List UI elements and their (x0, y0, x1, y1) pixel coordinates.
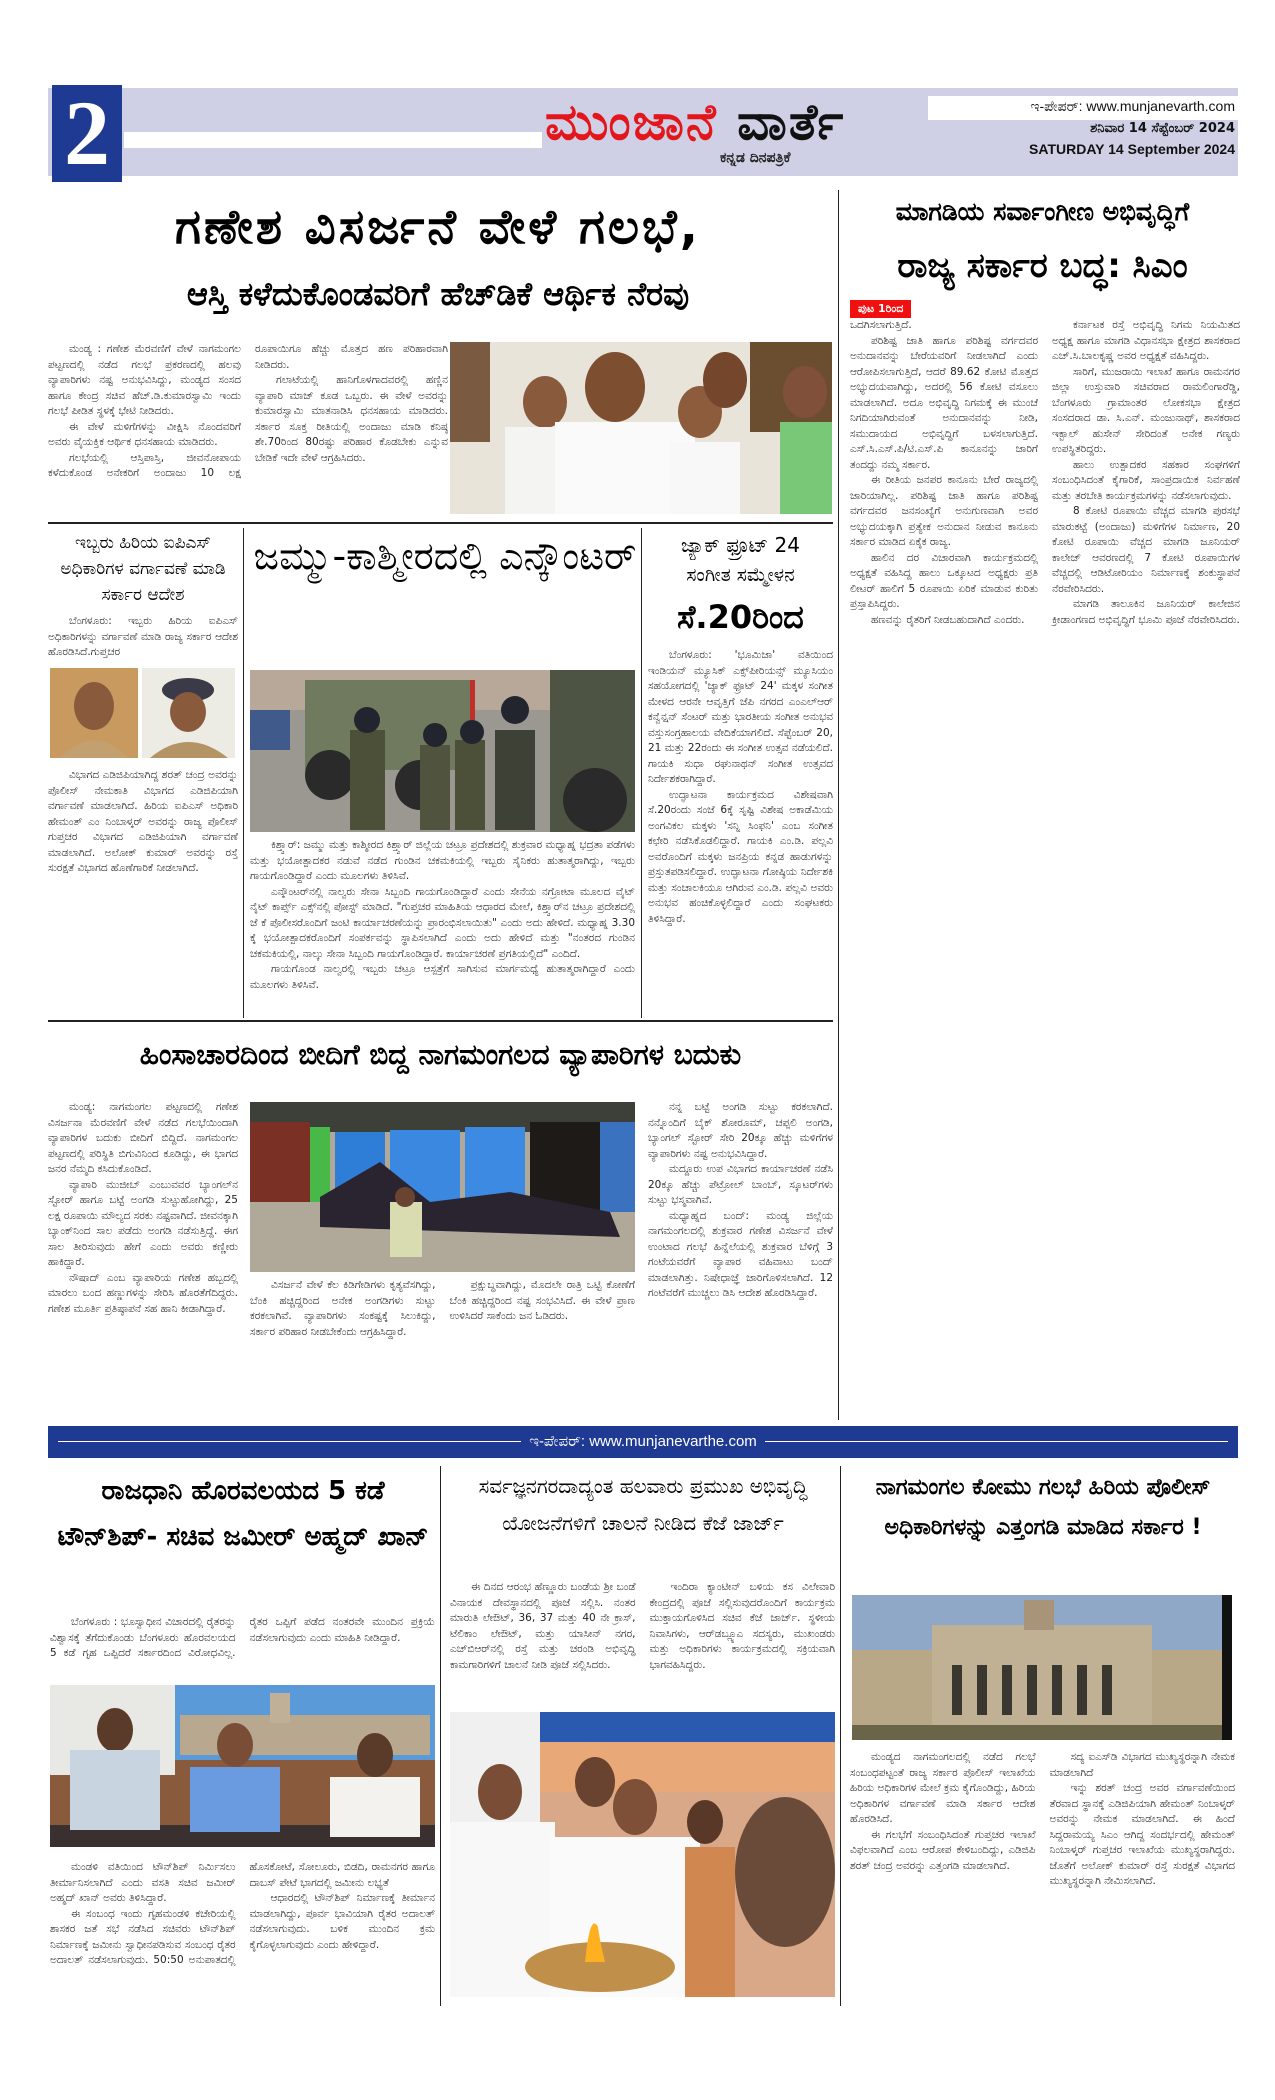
magadi-body (850, 318, 1240, 1418)
kj-george-body (450, 1580, 835, 1695)
epaper-band-link[interactable]: ಇ-ಪೇಪರ್: www.munjanevarthe.com (521, 1433, 765, 1450)
police-transfer-body (850, 1750, 1235, 2000)
ganesha-headline-2[interactable]: ಆಸ್ತಿ ಕಳೆದುಕೊಂಡವರಿಗೆ ಹೆಚ್‌ಡಿಕೆ ಆರ್ಥಿಕ ನೆರವು (186, 275, 690, 313)
magadi-para: ಮಾಗಡಿ ತಾಲೂಕಿನ ಜೂನಿಯರ್ ಕಾಲೇಜಿನ ಕ್ರೀಡಾಂಗಣದ ಅಭಿವೃದ್ಧಿಗೆ ಭೂಮಿ ಪೂಜೆ ನೆರವೇರಿಸಿದರು. (1052, 598, 1240, 626)
township-para: ಬೆಂಗಳೂರು : ಭೂಸ್ವಾಧೀನ ವಿಚಾರದಲ್ಲಿ ರೈತರನ್ನು ವಿಶ್ವಾಸಕ್ಕೆ ತೆಗೆದುಕೊಂಡು ಬೆಂಗಳೂರು ಹೊರವಲಯದ 5 ಕಡೆ ಗೃಹ ಒಪ್ಪಿದರೆ ಸರ್ಕಾರದಿಂದ ವಿರೋಧವಿಲ್ಲ. ರೈತರ ಒಪ್ಪಿಗೆ ಪಡೆದ ನಂತರವೇ ಮುಂದಿನ ಪ್ರಕ್ರಿಯೆ ನಡೆಸಲಾಗುವುದು ಎಂದು ಮಾಹಿತಿ ನೀಡಿದ್ದಾರೆ. (50, 1616, 435, 1659)
violence-body-center (250, 1278, 635, 1410)
ganesha-body (48, 342, 448, 512)
date-english: SATURDAY 14 September 2024 (1029, 141, 1235, 157)
jackfruit-body (648, 648, 833, 1020)
magadi-headline-1[interactable]: ಮಾಗಡಿಯ ಸರ್ವಾಂಗೀಣ ಅಭಿವೃದ್ಧಿಗೆ (895, 197, 1190, 226)
violence-para: ನೌಷಾದ್ ಎಂಬ ವ್ಯಾಪಾರಿಯ ಗಣೇಶ ಹಬ್ಬದಲ್ಲಿ ಮಾರಲು ಬಂದ ಹಣ್ಣುಗಳನ್ನು ಸೇರಿಸಿ ಹೊರತೆಗೆದಿದ್ದರು. ಗಣೇಶ ಮೂರ್ತಿ ಪ್ರತಿಷ್ಠಾಪನೆ ಸಹ ಹಾನಿ ಕೀಡಾಗಿದ್ದಾರೆ. (48, 1271, 238, 1315)
violence-headline[interactable]: ಹಿಂಸಾಚಾರದಿಂದ ಬೀದಿಗೆ ಬಿದ್ದ ನಾಗಮಂಗಲದ ವ್ಯಾಪಾರಿಗಳ ಬದುಕು (139, 1038, 742, 1071)
magadi-headline-2[interactable]: ರಾಜ್ಯ ಸರ್ಕಾರ ಬದ್ಧ: ಸಿಎಂ (897, 246, 1188, 286)
ips-intro (48, 614, 238, 664)
page-number: 2 (52, 85, 122, 182)
column-divider (243, 528, 244, 1018)
jk-headline[interactable]: ಜಮ್ಮು-ಕಾಶ್ಮೀರದಲ್ಲಿ ಎನ್ಕೌಂಟರ್ (253, 534, 637, 578)
police-transfer-para: ಈ ಗಲಭೆಗೆ ಸಂಬಂಧಿಸಿದಂತೆ ಗುಪ್ತಚರ ಇಲಾಖೆ ವಿಫಲವಾಗಿದೆ ಎಂಬ ಆರೋಪ ಕೇಳಿಬಂದಿದ್ದು, ಎಡಿಜಿಪಿ ಶರತ್ ಚಂದ್ರ ಅವರನ್ನು ಎತ್ತಂಗಡಿ ಮಾಡಲಾಗಿದೆ. (850, 1828, 1036, 1872)
column-divider (840, 1466, 841, 2006)
magadi-para: ಕರ್ನಾಟಕ ರಸ್ತೆ ಅಭಿವೃದ್ಧಿ ನಿಗಮ ನಿಯಮಿತದ ಅಧ್ಯಕ್ಷ ಹಾಗೂ ಮಾಗಡಿ ವಿಧಾನಸಭಾ ಕ್ಷೇತ್ರದ ಶಾಸಕರಾದ ಎಚ್.ಸಿ.ಬಾಲಕೃಷ್ಣ ಅವರ ಅಧ್ಯಕ್ಷತೆ ವಹಿಸಿದ್ದರು. (1052, 319, 1240, 362)
photo-kj-george-event (450, 1712, 835, 1997)
photo-kumaraswamy (450, 342, 832, 514)
continued-from-tag: ಪುಟ 1ರಿಂದ (850, 300, 911, 318)
jk-para: ಎನ್ಕೌಂಟರ್‌ನಲ್ಲಿ ನಾಲ್ವರು ಸೇನಾ ಸಿಬ್ಬಂದಿ ಗಾಯಗೊಂಡಿದ್ದಾರೆ ಎಂದು ಸೇನೆಯ ನಗ್ರೋಟಾ ಮೂಲದ ವೈಟ್ ನೈಟ್ ಕಾರ್ಪ್ಸ್ ಎಕ್ಸ್‌ನಲ್ಲಿ ಪೋಸ್ಟ್ ಮಾಡಿದೆ. "ಗುಪ್ತಚರ ಮಾಹಿತಿಯ ಆಧಾರದ ಮೇಲೆ, ಕಿಶ್ತ್ವಾರ್‌ನ ಚಟ್ರೂ ಪ್ರದೇಶದಲ್ಲಿ ಜೆ ಕೆ ಪೊಲೀಸರೊಂದಿಗೆ ಜಂಟಿ ಕಾರ್ಯಾಚರಣೆಯನ್ನು ಪ್ರಾರಂಭಿಸಲಾಯಿತು" ಎಂದು ಅದು ಹೇಳಿದೆ. ಮಧ್ಯಾಹ್ನ 3.30 ಕ್ಕೆ ಭಯೋತ್ಪಾದಕರೊಂದಿಗೆ ಸಂಪರ್ಕವನ್ನು ಸ್ಥಾಪಿಸಲಾಗಿದೆ ಎಂದು ಅದು ಹೇಳಿದೆ ಮತ್ತು "ನಂತರದ ಗುಂಡಿನ ಚಕಮಕಿಯಲ್ಲಿ, ನಾಲ್ಕು ಸೇನಾ ಸಿಬ್ಬಂದಿ ಗಾಯಗೊಂಡಿದ್ದಾರೆ. ಕಾರ್ಯಾಚರಣೆ ಪ್ರಗತಿಯಲ್ಲಿದೆ" ಎಂದಿದೆ. (250, 885, 635, 960)
township-intro (50, 1615, 435, 1665)
jackfruit-headline-2[interactable]: ಸಂಗೀತ ಸಮ್ಮೇಳನ (686, 564, 795, 586)
masthead-stripe (124, 132, 542, 148)
township-para: ಈ ಸಂಬಂಧ ಇಂದು ಗೃಹಮಂಡಳಿ ಕಚೇರಿಯಲ್ಲಿ ಶಾಸಕರ ಜತೆ ಸಭೆ ನಡೆಸಿದ ಸಚಿವರು ಟೌನ್‌ಶಿಪ್ ನಿರ್ಮಾಣಕ್ಕೆ ಜಮೀನು ಸ್ವಾಧೀನಪಡಿಸುವ ಸಂಬಂಧ ರೈತರ ಅದಾಲತ್ ನಡೆಸಲಾಗುವುದು. 50:50 ಅನುಪಾತದಲ್ಲಿ ಹೊಸಕೋಟೆ, ಸೋಲೂರು, ಬಿಡದಿ, ರಾಮನಗರ ಹಾಗೂ ದಾಬಸ್ ಪೇಟೆ ಭಾಗದಲ್ಲಿ ಜಮೀನು ಲಭ್ಯತೆ (50, 1861, 435, 1966)
violence-para: ವ್ಯಾಪಾರಿ ಮುಜೀಬ್ ಎಂಬುವವರ ಬ್ಯಾಂಗಲ್‌ನ ಸ್ಟೋರ್ ಹಾಗೂ ಬಟ್ಟೆ ಅಂಗಡಿ ಸುಟ್ಟುಹೋಗಿದ್ದು, 25 ಲಕ್ಷ ರೂಪಾಯಿ ಮೌಲ್ಯದ ಸರಕು ನಷ್ಟವಾಗಿದೆ. ಜೀವನಕ್ಕಾಗಿ ಬ್ಯಾಂಕ್‌ನಿಂದ ಸಾಲ ಪಡೆದು ಅಂಗಡಿ ನಡೆಸುತ್ತಿದ್ದೆ. ಈಗ ಸಾಲ ತೀರಿಸುವುದು ಹೇಗೆ ಎಂದು ಅವರು ಕಣ್ಣೀರು ಹಾಕಿದ್ದಾರೆ. (48, 1178, 238, 1268)
ganesha-para: ಈ ವೇಳೆ ಮಳಿಗೆಗಳನ್ನು ವೀಕ್ಷಿಸಿ ನೊಂದವರಿಗೆ ಅವರು ವೈಯಕ್ತಿಕ ಆರ್ಥಿಕ ಧನಸಹಾಯ ಮಾಡಿದರು. (48, 420, 241, 448)
magadi-para: ಹಣವನ್ನು ರೈತರಿಗೆ ನೀಡಬಹುದಾಗಿದೆ ಎಂದರು. (871, 613, 1025, 626)
violence-para: ಮಂಡ್ಯ: ನಾಗಮಂಗಲ ಪಟ್ಟಣದಲ್ಲಿ ಗಣೇಶ ವಿಸರ್ಜನಾ ಮೆರವಣಿಗೆ ವೇಳೆ ನಡೆದ ಗಲಭೆಯಿಂದಾಗಿ ವ್ಯಾಪಾರಿಗಳ ಬದುಕು ಬೀದಿಗೆ ಬಿದ್ದಿದೆ. ನಾಗಮಂಗಲ ಪಟ್ಟಣದಲ್ಲಿ ಪರಿಸ್ಥಿತಿ ಬಿಗುವಿನಿಂದ ಕೂಡಿದ್ದು, ಈ ಭಾಗದ ಜನರ ನೆಮ್ಮದಿ ಕಸಿದುಕೊಂಡಿದೆ. (48, 1101, 238, 1175)
kj-george-para: ಈ ದಿನದ ಆರಂಭ ಹೆಣ್ಣೂರು ಬಂಡೆಯ ಶ್ರೀ ಬಂಡೆ ವಿನಾಯಕ ದೇವಸ್ಥಾನದಲ್ಲಿ ಪೂಜೆ ಸಲ್ಲಿಸಿ. ನಂತರ ಮಾರುತಿ ಲೇಔಟ್, 36, 37 ಮತ್ತು 40 ನೇ ಕ್ರಾಸ್, ಟೆಲಿಕಾಂ ಲೇಔಟ್, ಮತ್ತು ಯಾಸೀನ್ ನಗರ, ಎಚ್‌ಬಿಆರ್‌ನಲ್ಲಿ ರಸ್ತೆ ಮತ್ತು ಚರಂಡಿ ಅಭಿವೃದ್ಧಿ ಕಾಮಗಾರಿಗಳಿಗೆ ಚಾಲನೆ ನೀಡಿ ಪೂಜೆ ಸಲ್ಲಿಸಿದರು. (450, 1581, 636, 1671)
magadi-para: 8 ಕೋಟಿ ರೂಪಾಯಿ ವೆಚ್ಚದ ಮಾಗಡಿ ಪುರಸಭೆ ಮಾರುಕಟ್ಟೆ (ಅಂದಾಜು) ಮಳಿಗೆಗಳ ನಿರ್ಮಾಣ, 20 ಕೋಟಿ ರೂಪಾಯಿ ವೆಚ್ಚದ ಮಾಗಡಿ ಜೂನಿಯರ್ ಕಾಲೇಜ್ ಆವರಣದಲ್ಲಿ 7 ಕೋಟಿ ರೂಪಾಯಿಗಳ ವೆಚ್ಚದಲ್ಲಿ ಆಡಿಟೋರಿಯಂ ನಿರ್ಮಾಣಕ್ಕೆ ಶಂಕುಸ್ಥಾಪನೆ ನೆರವೇರಿಸಿದರು. (1052, 505, 1240, 595)
violence-para: ಮದ್ದೂರು ಉಪ ವಿಭಾಗದ ಕಾರ್ಯಾಚರಣೆ ನಡೆಸಿ 20ಕ್ಕೂ ಹೆಚ್ಚು ಪೆಟ್ರೋಲ್ ಬಾಂಬ್, ಸ್ಕೂಟರ್‌ಗಳು ಸುಟ್ಟು ಭಸ್ಮವಾಗಿವೆ. (648, 1163, 833, 1206)
ganesha-para: ಗಲಭೆಯಲ್ಲಿ ಆಸ್ತಿಪಾಸ್ತಿ, ಜೀವನೋಪಾಯ ಕಳೆದುಕೊಂಡ ಅನೇಕರಿಗೆ ಅಂದಾಜು 10 ಲಕ್ಷ ರೂಪಾಯಿಗೂ ಹೆಚ್ಚು ಮೊತ್ತದ ಹಣ ಪರಿಹಾರವಾಗಿ ನೀಡಿದರು. (48, 343, 448, 479)
logo-part-1: ಮುಂಜಾನೆ (545, 93, 718, 151)
epaper-link[interactable]: ಇ-ಪೇಪರ್: www.munjanevarth.com (1030, 98, 1235, 114)
police-transfer-para: ಮಂಡ್ಯದ ನಾಗಮಂಗಲದಲ್ಲಿ ನಡೆದ ಗಲಭೆ ಸಂಬಂಧಪಟ್ಟಂತೆ ರಾಜ್ಯ ಸರ್ಕಾರ ಪೊಲೀಸ್ ಇಲಾಖೆಯ ಹಿರಿಯ ಅಧಿಕಾರಿಗಳ ಮೇಲೆ ಕ್ರಮ ಕೈಗೊಂಡಿದ್ದು, ಹಿರಿಯ ಅಧಿಕಾರಿಗಳ ವರ್ಗಾವಣೆ ಮಾಡಿ ಸರ್ಕಾರ ಆದೇಶ ಹೊರಡಿಸಿದೆ. (850, 1751, 1036, 1825)
ganesha-headline-1[interactable]: ಗಣೇಶ ವಿಸರ್ಜನೆ ವೇಳೆ ಗಲಭೆ, (175, 199, 701, 255)
magadi-para: ಹಾಲಿನ ದರ ವಿಚಾರವಾಗಿ ಕಾರ್ಯಕ್ರಮದಲ್ಲಿ ಅಧ್ಯಕ್ಷತೆ ವಹಿಸಿದ್ದ ಹಾಲು ಒಕ್ಕೂಟದ ಅಧ್ಯಕ್ಷರು ಪ್ರತಿ ಲೀಟರ್ ಹಾಲಿಗೆ 5 ರೂಪಾಯಿ ಏರಿಕೆ ಮಾಡುವ ಕುರಿತು ಪ್ರಸ್ತಾಪಿಸಿದ್ದರು. (850, 551, 1038, 610)
police-transfer-headline[interactable]: ನಾಗಮಂಗಲ ಕೋಮು ಗಲಭೆ ಹಿರಿಯ ಪೊಲೀಸ್ ಅಧಿಕಾರಿಗಳನ್ನು ಎತ್ತಂಗಡಿ ಮಾಡಿದ ಸರ್ಕಾರ ! (875, 1475, 1211, 1540)
ips-body (48, 768, 238, 1018)
kj-george-para: ಇಂದಿರಾ ಕ್ಯಾಂಟೀನ್ ಬಳಿಯ ಕಸ ವಿಲೇವಾರಿ ಕೇಂದ್ರದಲ್ಲಿ ಪೂಜೆ ಸಲ್ಲಿಸುವುದರೊಂದಿಗೆ ಕಾರ್ಯಕ್ರಮ ಮುಕ್ತಾಯಗೊಳಿಸಿದ ಸಚಿವ ಕೆಜೆ ಜಾರ್ಜ್. ಸ್ಥಳೀಯ ನಿವಾಸಿಗಳು, ಆರ್‌ಡಬ್ಲ್ಯೂಎ ಸದಸ್ಯರು, ಮುಖಂಡರು ಮತ್ತು ಅಧಿಕಾರಿಗಳು ಕಾರ್ಯಕ್ರಮದಲ್ಲಿ ಸಕ್ರಿಯವಾಗಿ ಭಾಗವಹಿಸಿದ್ದರು. (649, 1581, 835, 1671)
ganesha-para: ಮಂಡ್ಯ : ಗಣೇಶ ಮೆರವಣಿಗೆ ವೇಳೆ ನಾಗಮಂಗಲ ಪಟ್ಟಣದಲ್ಲಿ ನಡೆದ ಗಲಭೆ ಪ್ರಕರಣದಲ್ಲಿ ಹಲವು ವ್ಯಾಪಾರಿಗಳು ನಷ್ಟ ಅನುಭವಿಸಿದ್ದು, ಮಂಡ್ಯದ ಸಂಸದ ಹಾಗೂ ಕೇಂದ್ರ ಸಚಿವ ಹೆಚ್.ಡಿ.ಕುಮಾರಸ್ವಾಮಿ ಇಂದು ಗಲಭೆ ಪೀಡಿತ ಸ್ಥಳಕ್ಕೆ ಭೇಟಿ ನೀಡಿದರು. (48, 343, 241, 417)
magadi-para: ಸಾರಿಗೆ, ಮುಜರಾಯಿ ಇಲಾಖೆ ಹಾಗೂ ರಾಮನಗರ ಜಿಲ್ಲಾ ಉಸ್ತುವಾರಿ ಸಚಿವರಾದ ರಾಮಲಿಂಗಾರೆಡ್ಡಿ, ಬೆಂಗಳೂರು ಗ್ರಾಮಾಂತರ ಲೋಕಸಭಾ ಕ್ಷೇತ್ರದ ಸಂಸದರಾದ ಡಾ. ಸಿ.ಎನ್. ಮಂಜುನಾಥ್, ಶಾಸಕರಾದ ಇಕ್ಬಾಲ್ ಹುಸೇನ್ ಸೇರಿದಂತೆ ಅನೇಕ ಗಣ್ಯರು ಉಪಸ್ಥಿತರಿದ್ದರು. (1052, 365, 1240, 455)
violence-para: ಮಧ್ಯಾಹ್ನದ ಬಂದ್: ಮಂಡ್ಯ ಜಿಲ್ಲೆಯ ನಾಗಮಂಗಲದಲ್ಲಿ ಶುಕ್ರವಾರ ಗಣೇಶ ವಿಸರ್ಜನೆ ವೇಳೆ ಉಂಟಾದ ಗಲಭೆ ಹಿನ್ನೆಲೆಯಲ್ಲಿ ಶುಕ್ರವಾರ ಬೆಳಿಗ್ಗೆ 3 ಗಂಟೆಯವರೆಗೆ ವ್ಯಾಪಾರ ವಹಿವಾಟು ಬಂದ್ ಮಾಡಲಾಗಿತ್ತು. ನಿಷೇಧಾಜ್ಞೆ ಜಾರಿಗೊಳಿಸಲಾಗಿದೆ. 12 ಗಂಟೆವರೆಗೆ ಮುಚ್ಚಲು ಡಿಸಿ ಆದೇಶ ಹೊರಡಿಸಿದ್ದಾರೆ. (648, 1209, 833, 1299)
divider (48, 522, 833, 524)
jackfruit-para: ಬೆಂಗಳೂರು: 'ಭೂಮಿಜಾ' ವತಿಯಿಂದ ಇಂಡಿಯನ್ ಮ್ಯೂಸಿಕ್ ಎಕ್ಸ್‌ಪೀರಿಯನ್ಸ್ ಮ್ಯೂಸಿಯಂ ಸಹಯೋಗದಲ್ಲಿ 'ಜ್ಯಾಕ್ ಫ್ರೂಟ್ 24' ಮಕ್ಕಳ ಸಂಗೀತ ಮೇಳದ ಆರನೇ ಆವೃತ್ತಿಗೆ ಜೆಪಿ ನಗರದ ಎಂಎಲ್‌ಆರ್ ಕನ್ವೆನ್ಷನ್ ಸೆಂಟರ್ ಮತ್ತು ಭಾರತೀಯ ಸಂಗೀತ ಅನುಭವ ವಸ್ತುಸಂಗ್ರಹಾಲಯ ವೇದಿಕೆಯಾಗಲಿದೆ. ಸೆಪ್ಟೆಂಬರ್ 20, 21 ಮತ್ತು 22ರಂದು ಈ ಸಂಗೀತ ಉತ್ಸವ ನಡೆಯಲಿದೆ. ಗಾಯಕಿ ಸುಧಾ ರಘುನಾಥನ್ ಸಂಗೀತ ಉತ್ಸವದ ನಿರ್ದೇಶಕರಾಗಿದ್ದಾರೆ. (648, 649, 833, 785)
violence-body-right (648, 1100, 833, 1410)
violence-para: ನನ್ನ ಬಟ್ಟೆ ಅಂಗಡಿ ಸುಟ್ಟು ಕರಕಲಾಗಿದೆ. ನನ್ನೊಂದಿಗೆ ಬೈಕ್ ಶೋರೂಮ್, ಚಪ್ಪಲಿ ಅಂಗಡಿ, ಬ್ಯಾಂಗಲ್ ಸ್ಟೋರ್ ಸೇರಿ 20ಕ್ಕೂ ಹೆಚ್ಚು ಮಳಿಗೆಗಳ ವ್ಯಾಪಾರಿಗಳು ನಷ್ಟ ಅನುಭವಿಸಿದ್ದಾರೆ. (648, 1101, 833, 1160)
logo-part-2: ವಾರ್ತೆ (737, 93, 846, 151)
jackfruit-headline-1[interactable]: ಜ್ಯಾಕ್ ಫ್ರೂಟ್ 24 (681, 533, 800, 557)
township-para: ಆಧಾರದಲ್ಲಿ ಟೌನ್‌ಶಿಪ್ ನಿರ್ಮಾಣಕ್ಕೆ ತೀರ್ಮಾನ ಮಾಡಲಾಗಿದ್ದು, ಪೂರ್ವ ಭಾವಿಯಾಗಿ ರೈತರ ಅದಾಲತ್ ನಡೆಸಲಾಗುವುದು. ಬಳಿಕ ಮುಂದಿನ ಕ್ರಮ ಕೈಗೊಳ್ಳಲಾಗುವುದು ಎಂದು ಹೇಳಿದ್ದಾರೆ. (249, 1892, 435, 1951)
column-divider (440, 1466, 441, 2006)
jk-para: ಕಿಶ್ತ್ವಾರ್: ಜಮ್ಮು ಮತ್ತು ಕಾಶ್ಮೀರದ ಕಿಶ್ತ್ವಾರ್ ಜಿಲ್ಲೆಯ ಚಟ್ರೂ ಪ್ರದೇಶದಲ್ಲಿ ಶುಕ್ರವಾರ ಮಧ್ಯಾಹ್ನ ಭದ್ರತಾ ಪಡೆಗಳು ಮತ್ತು ಭಯೋತ್ಪಾದಕರ ನಡುವೆ ನಡೆದ ಗುಂಡಿನ ಚಕಮಕಿಯಲ್ಲಿ ಇಬ್ಬರು ಸೈನಿಕರು ಹುತಾತ್ಮರಾಗಿದ್ದು, ಇಬ್ಬರು ಗಾಯಗೊಂಡಿದ್ದಾರೆ ಎಂದು ಮೂಲಗಳು ತಿಳಿಸಿವೆ. (250, 839, 635, 882)
township-para: ಮಂಡಳಿ ವತಿಯಿಂದ ಟೌನ್‌ಶಿಪ್ ನಿರ್ಮಿಸಲು ತೀರ್ಮಾನಿಸಲಾಗಿದೆ ಎಂದು ವಸತಿ ಸಚಿವ ಜಮೀರ್ ಅಹ್ಮದ್ ಖಾನ್ ಅವರು ತಿಳಿಸಿದ್ದಾರೆ. (50, 1861, 236, 1904)
violence-para: ವಿಸರ್ಜನೆ ವೇಳೆ ಕೆಲ ಕಿಡಿಗೇಡಿಗಳು ಕೃತ್ಯವೆಸಗಿದ್ದು, ಬೆಂಕಿ ಹಚ್ಚಿದ್ದರಿಂದ ಅನೇಕ ಅಂಗಡಿಗಳು ಸುಟ್ಟು ಕರಕಲಾಗಿವೆ. ವ್ಯಾಪಾರಿಗಳು ಸಂಕಷ್ಟಕ್ಕೆ ಸಿಲುಕಿದ್ದು, ಸರ್ಕಾರ ಪರಿಹಾರ ನೀಡಬೇಕೆಂದು ಆಗ್ರಹಿಸಿದ್ದಾರೆ. (250, 1279, 436, 1338)
jackfruit-para: ಉದ್ಘಾಟನಾ ಕಾರ್ಯಕ್ರಮದ ವಿಶೇಷವಾಗಿ ಸೆ.20ರಂದು ಸಂಜೆ 6ಕ್ಕೆ ಸೃಷ್ಟಿ ವಿಶೇಷ ಅಕಾಡೆಮಿಯ ಅಂಗವಿಕಲ ಮಕ್ಕಳು 'ಸನ್ನಿ ಸಿಂಫನಿ' ಎಂಬ ಸಂಗೀತ ಕಛೇರಿ ನಡೆಸಿಕೊಡಲಿದ್ದಾರೆ. ಗಾಯಕಿ ಎಂ.ಡಿ. ಪಲ್ಲವಿ ಅವರೊಂದಿಗೆ ಮಕ್ಕಳು ಜನಪ್ರಿಯ ಕನ್ನಡ ಹಾಡುಗಳನ್ನು ಪ್ರಸ್ತುತಪಡಿಸಲಿದ್ದಾರೆ. ಉದ್ಘಾಟನಾ ಗೋಷ್ಠಿಯ ನಿರ್ದೇಶಕಿ ಮತ್ತು ಸಂಚಾಲಕಿಯೂ ಆಗಿರುವ ಎಂ.ಡಿ. ಪಲ್ಲವಿ ಅವರು ಅನುಭವ ಹಂಚಿಕೊಳ್ಳಲಿದ್ದಾರೆ ಎಂದು ಸಂಘಟಕರು ತಿಳಿಸಿದ್ದಾರೆ. (648, 788, 833, 925)
logo-tagline: ಕನ್ನಡ ದಿನಪತ್ರಿಕೆ (720, 150, 791, 166)
magadi-para: ಈ ರೀತಿಯ ಜನಪರ ಕಾನೂನು ಬೇರೆ ರಾಜ್ಯದಲ್ಲಿ ಜಾರಿಯಾಗಿಲ್ಲ. ಪರಿಶಿಷ್ಟ ಜಾತಿ ಹಾಗೂ ಪರಿಶಿಷ್ಟ ವರ್ಗದವರ ಜನಸಂಖ್ಯೆಗೆ ಅನುಗುಣವಾಗಿ ಅವರ ಅಭ್ಯುದಯಕ್ಕಾಗಿ ಪ್ರತ್ಯೇಕ ಅನುದಾನ ನೀಡುವ ಕಾನೂನು ಸರ್ಕಾರ ಮಾಡಿದ ಏಕೈಕ ರಾಜ್ಯ. (850, 474, 1038, 548)
jk-para: ಗಾಯಗೊಂಡ ನಾಲ್ವರಲ್ಲಿ ಇಬ್ಬರು ಚಟ್ರೂ ಆಸ್ಪತ್ರೆಗೆ ಸಾಗಿಸುವ ಮಾರ್ಗಮಧ್ಯೆ ಹುತಾತ್ಮರಾಗಿದ್ದಾರೆ ಎಂದು ಮೂಲಗಳು ತಿಳಿಸಿವೆ. (250, 963, 635, 991)
police-transfer-para: ಇನ್ನು ಶರತ್ ಚಂದ್ರ ಅವರ ವರ್ಗಾವಣೆಯಿಂದ ತೆರವಾದ ಸ್ಥಾನಕ್ಕೆ ಎಡಿಜಿಪಿಯಾಗಿ ಹೇಮಂತ್ ನಿಂಬಾಳ್ಕರ್ ಅವರನ್ನು ನೇಮಕ ಮಾಡಲಾಗಿದೆ. ಈ ಹಿಂದೆ ಸಿದ್ದರಾಮಯ್ಯ ಸಿಎಂ ಆಗಿದ್ದ ಸಂದರ್ಭದಲ್ಲಿ ಹೇಮಂತ್ ನಿಂಬಾಳ್ಕರ್ ಗುಪ್ತಚರ ಇಲಾಖೆಯ ಮುಖ್ಯಸ್ಥರಾಗಿದ್ದರು. ಜೊತೆಗೆ ಅಲೋಕ್ ಕುಮಾರ್ ರಸ್ತೆ ಸುರಕ್ಷತೆ ವಿಭಾಗದ ಮುಖ್ಯಸ್ಥರನ್ನಾಗಿ ನೇಮಿಸಲಾಗಿದೆ. (1049, 1782, 1235, 1887)
magadi-para: ಪರಿಶಿಷ್ಟ ಜಾತಿ ಹಾಗೂ ಪರಿಶಿಷ್ಟ ವರ್ಗದವರ ಅನುದಾನವನ್ನು ಬೇರೆಯವರಿಗೆ ನೀಡಲಾಗಿದೆ ಎಂದು ಆರೋಪಿಸಲಾಗುತ್ತಿದೆ, ಆದರೆ 89.62 ಕೋಟಿ ಮೊತ್ತದ ಅಭ್ಯುದಯವಾಗಿದ್ದು, ಅದರಲ್ಲಿ 56 ಕೋಟಿ ವಸೂಲು ಮಾಡಲಾಗಿದೆ. ಅದೂ ಅಭಿವೃದ್ಧಿ ನಿಗಮಕ್ಕೆ ಈ ಮುಂಚೆ ನಿಗದಿಯಾಗಿರುವಂತೆ ಅನುದಾನವನ್ನು ನೀಡಿ, ಸಮುದಾಯದ ಅಭಿವೃದ್ಧಿಗೆ ಬಳಸಲಾಗುತ್ತಿದೆ. ಎಸ್.ಸಿ.ಎಸ್.ಪಿ/ಟಿ.ಎಸ್.ಪಿ ಕಾನೂನನ್ನು ಜಾರಿಗೆ ತಂದದ್ದು ನಮ್ಮ ಸರ್ಕಾರ. (850, 334, 1038, 471)
township-body (50, 1860, 435, 2000)
ips-para: ವಿಭಾಗದ ಎಡಿಜಿಪಿಯಾಗಿದ್ದ ಶರತ್ ಚಂದ್ರ ಅವರನ್ನು ಪೊಲೀಸ್ ನೇಮಕಾತಿ ವಿಭಾಗದ ಎಡಿಜಿಪಿಯಾಗಿ ವರ್ಗಾವಣೆ ಮಾಡಲಾಗಿದೆ. ಹಿರಿಯ ಐಪಿಎಸ್ ಅಧಿಕಾರಿ ಹೇಮಂತ್ ಎಂ ನಿಂಬಾಳ್ಕರ್ ಅವರನ್ನು ರಾಜ್ಯ ಪೊಲೀಸ್ ಗುಪ್ತಚರ ವಿಭಾಗದ ಎಡಿಜಿಪಿಯಾಗಿ ವರ್ಗಾವಣೆ ಮಾಡಲಾಗಿದೆ. ಅಲೋಕ್ ಕುಮಾರ್ ಅವರನ್ನು ರಸ್ತೆ ಸುರಕ್ಷತೆ ವಿಭಾಗದ ಹೊಣೆಗಾರಿಕೆ ನೀಡಲಾಗಿದೆ. (48, 769, 238, 874)
violence-body-left (48, 1100, 238, 1410)
photo-ips-officers (50, 668, 235, 758)
magadi-para: ಹಾಲು ಉತ್ಪಾದಕರ ಸಹಕಾರ ಸಂಘಗಳಿಗೆ ಸಂಬಂಧಿಸಿದಂತೆ ಕೈಗಾರಿಕೆ, ಸಾಂಪ್ರದಾಯಿಕ ನಿರ್ವಹಣೆ ಮತ್ತು ತರಬೇತಿ ಕಾರ್ಯಕ್ರಮಗಳನ್ನು ನಡೆಸಲಾಗುವುದು. (1052, 458, 1240, 502)
newspaper-logo[interactable] (545, 92, 845, 152)
column-divider (838, 190, 839, 1420)
jackfruit-headline-3[interactable]: ಸೆ.20ರಿಂದ (677, 598, 804, 636)
ips-headline[interactable]: ಇಬ್ಬರು ಹಿರಿಯ ಐಪಿಎಸ್ ಅಧಿಕಾರಿಗಳ ವರ್ಗಾವಣೆ ಮಾಡಿ ಸರ್ಕಾರ ಆದೇಶ (60, 533, 226, 605)
kj-george-headline[interactable]: ಸರ್ವಜ್ಞನಗರದಾದ್ಯಂತ ಹಲವಾರು ಪ್ರಮುಖ ಅಭಿವೃದ್ಧಿ ಯೋಜನೆಗಳಿಗೆ ಚಾಲನೆ ನೀಡಿದ ಕೆಜೆ ಜಾರ್ಜ್ (478, 1474, 808, 1535)
ips-para: ಬೆಂಗಳೂರು: ಇಬ್ಬರು ಹಿರಿಯ ಐಪಿಎಸ್ ಅಧಿಕಾರಿಗಳನ್ನು ವರ್ಗಾವಣೆ ಮಾಡಿ ರಾಜ್ಯ ಸರ್ಕಾರ ಆದೇಶ ಹೊರಡಿಸಿದೆ.ಗುಪ್ತಚರ (48, 615, 238, 658)
violence-para: ಪ್ರಕ್ಷುಬ್ಧವಾಗಿದ್ದು, ಮೊದಲೇ ರಾತ್ರಿ ಒಟ್ಟಿ ಕೋಣೆಗೆ ಬೆಂಕಿ ಹಚ್ಚಿದ್ದರಿಂದ ನಷ್ಟ ಸಂಭವಿಸಿದೆ. ಈ ವೇಳೆ ಪ್ರಾಣ ಉಳಿಸಿದರೆ ಸಾಕೆಂದು ಜನ ಓಡಿದರು. (449, 1279, 635, 1322)
photo-township-meeting (50, 1685, 435, 1847)
magadi-para: ಒದಗಿಸಲಾಗುತ್ತಿದೆ. (850, 319, 912, 331)
photo-burnt-shops (250, 1102, 635, 1272)
date-kannada: ಶನಿವಾರ 14 ಸೆಪ್ಟೆಂಬರ್ 2024 (1090, 121, 1235, 136)
township-headline[interactable]: ರಾಜಧಾನಿ ಹೊರವಲಯದ 5 ಕಡೆ ಟೌನ್‌ಶಿಪ್- ಸಚಿವ ಜಮೀರ್ ಅಹ್ಮದ್ ಖಾನ್ (57, 1476, 429, 1552)
column-divider (641, 528, 642, 1018)
divider (48, 1020, 833, 1022)
jk-body (250, 838, 635, 1018)
ganesha-para: ಗಲಾಟೆಯಲ್ಲಿ ಹಾನಿಗೊಳಗಾದವರಲ್ಲಿ ಹಣ್ಣಿನ ವ್ಯಾಪಾರಿ ಮಾಜ್ ಕೂಡ ಒಬ್ಬರು. ಈ ವೇಳೆ ಅವರನ್ನು ಕುಮಾರಸ್ವಾಮಿ ಮಾತನಾಡಿಸಿ ಧನಸಹಾಯ ಮಾಡಿದರು. ಸರ್ಕಾರ ಸೂಕ್ತ ರೀತಿಯಲ್ಲಿ ಅಂದಾಜು ಮಾಡಿ ಕನಿಷ್ಠ ಶೇ.70ರಿಂದ 80ರಷ್ಟು ಪರಿಹಾರ ಕೊಡಬೇಕು ಎನ್ನುವ ಬೇಡಿಕೆ ಇದೇ ವೇಳೆ ಆಗ್ರಹಿಸಿದರು. (255, 374, 448, 464)
photo-vidhana-soudha (852, 1595, 1232, 1740)
epaper-band (48, 1426, 1238, 1458)
photo-jk-encounter (250, 670, 635, 832)
police-transfer-para: ಸದ್ಯ ಐಎಸ್‌ಡಿ ವಿಭಾಗದ ಮುಖ್ಯಸ್ಥರನ್ನಾಗಿ ನೇಮಕ ಮಾಡಲಾಗಿದೆ (1049, 1751, 1235, 1779)
